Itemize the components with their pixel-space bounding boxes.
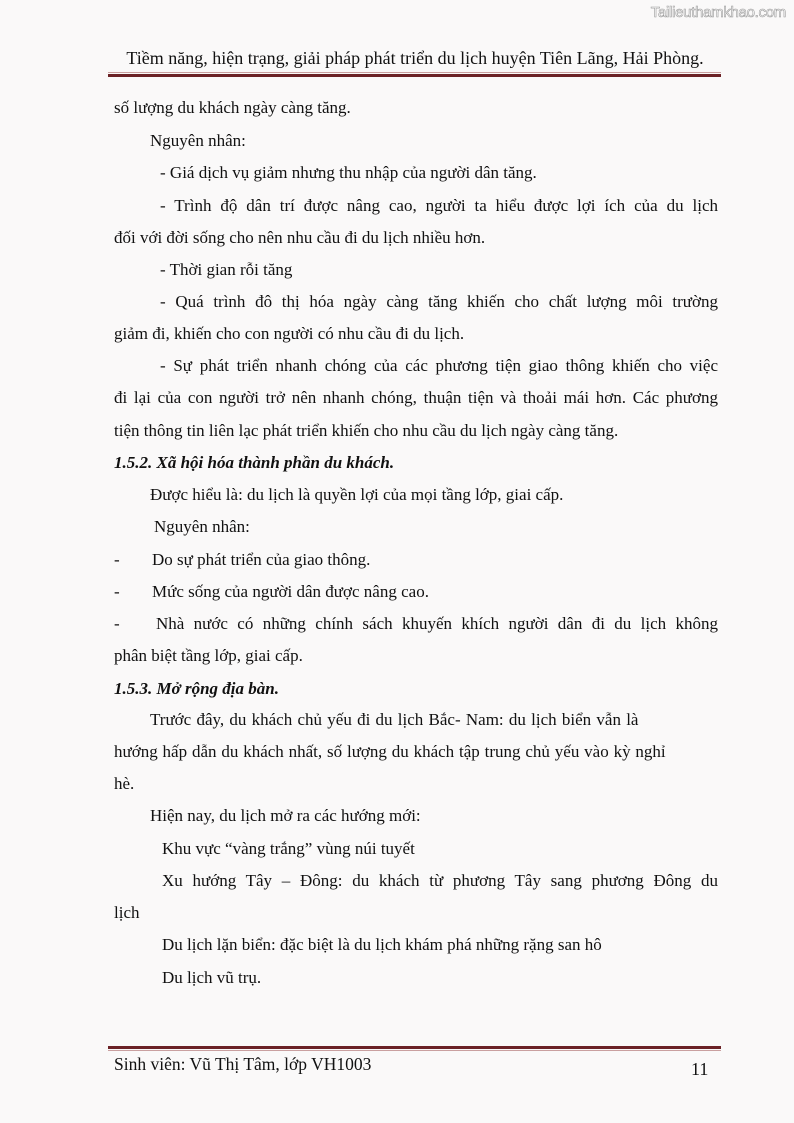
paragraph-line: giảm đi, khiến cho con người có nhu cầu đi du lịch. xyxy=(114,324,465,343)
footer-rule xyxy=(108,1046,721,1049)
header-rule-thin xyxy=(108,72,721,73)
paragraph-line: Được hiểu là: du lịch là quyền lợi của mọi tầng lớp, giai cấp. xyxy=(150,485,564,504)
section-heading-1-5-2: 1.5.2. Xã hội hóa thành phần du khách. xyxy=(114,453,395,472)
list-item: Khu vực “vàng trắng” vùng núi tuyết xyxy=(162,839,415,858)
page-header-title: Tiềm năng, hiện trạng, giải pháp phát triển du lịch huyện Tiên Lãng, Hải Phòng. xyxy=(126,48,704,68)
footer-rule-thin xyxy=(108,1050,721,1051)
paragraph-line: lịch xyxy=(114,903,140,922)
paragraph-line: hè. xyxy=(114,774,135,793)
list-item: - Thời gian rỗi tăng xyxy=(160,260,293,279)
watermark: Tailieuthamkhao.com xyxy=(650,4,786,21)
section-heading-1-5-3: 1.5.3. Mở rộng địa bàn. xyxy=(114,679,279,698)
list-item: Do sự phát triển của giao thông. xyxy=(152,550,371,569)
list-item: Mức sống của người dân được nâng cao. xyxy=(152,582,429,601)
paragraph-line: tiện thông tin liên lạc phát triển khiến cho nhu cầu du lịch ngày càng tăng. xyxy=(114,421,619,440)
paragraph-line: Hiện nay, du lịch mở ra các hướng mới: xyxy=(150,806,421,825)
paragraph-line: Trước đây, du khách chủ yếu đi du lịch Bắc- Nam: du lịch biển vẫn là xyxy=(150,710,639,729)
paragraph-line: hướng hấp dẫn du khách nhất, số lượng du khách tập trung chủ yếu vào kỳ nghỉ xyxy=(114,742,666,761)
bullet-dash: - xyxy=(114,550,120,569)
paragraph-line: đối với đời sống cho nên nhu cầu đi du lịch nhiều hơn. xyxy=(114,228,486,247)
list-item: - Sự phát triển nhanh chóng của các phương tiện giao thông khiến cho việc xyxy=(160,356,718,375)
paragraph-line: phân biệt tầng lớp, giai cấp. xyxy=(114,646,303,665)
paragraph-line: đi lại của con người trở nên nhanh chóng, thuận tiện và thoải mái hơn. Các phương xyxy=(114,388,718,407)
header-rule xyxy=(108,74,721,77)
bullet-dash: - xyxy=(114,582,120,601)
list-item: - Quá trình đô thị hóa ngày càng tăng khiến cho chất lượng môi trường xyxy=(160,292,718,311)
paragraph-line: số lượng du khách ngày càng tăng. xyxy=(114,98,351,117)
bullet-dash: - xyxy=(114,614,120,633)
list-item: - Trình độ dân trí được nâng cao, người ta hiểu được lợi ích của du lịch xyxy=(160,196,718,215)
paragraph-line: Nguyên nhân: xyxy=(150,131,246,150)
paragraph-line: Nguyên nhân: xyxy=(154,517,250,536)
list-item: Du lịch lặn biển: đặc biệt là du lịch khám phá những rặng san hô xyxy=(162,935,602,954)
list-item: Nhà nước có những chính sách khuyến khích người dân đi du lịch không xyxy=(156,614,718,633)
list-item: Du lịch vũ trụ. xyxy=(162,968,262,987)
list-item: Xu hướng Tây – Đông: du khách từ phương Tây sang phương Đông du xyxy=(162,871,718,890)
footer-student: Sinh viên: Vũ Thị Tâm, lớp VH1003 xyxy=(114,1054,372,1074)
page-number: 11 xyxy=(691,1059,709,1079)
list-item: - Giá dịch vụ giảm nhưng thu nhập của người dân tăng. xyxy=(160,163,537,182)
